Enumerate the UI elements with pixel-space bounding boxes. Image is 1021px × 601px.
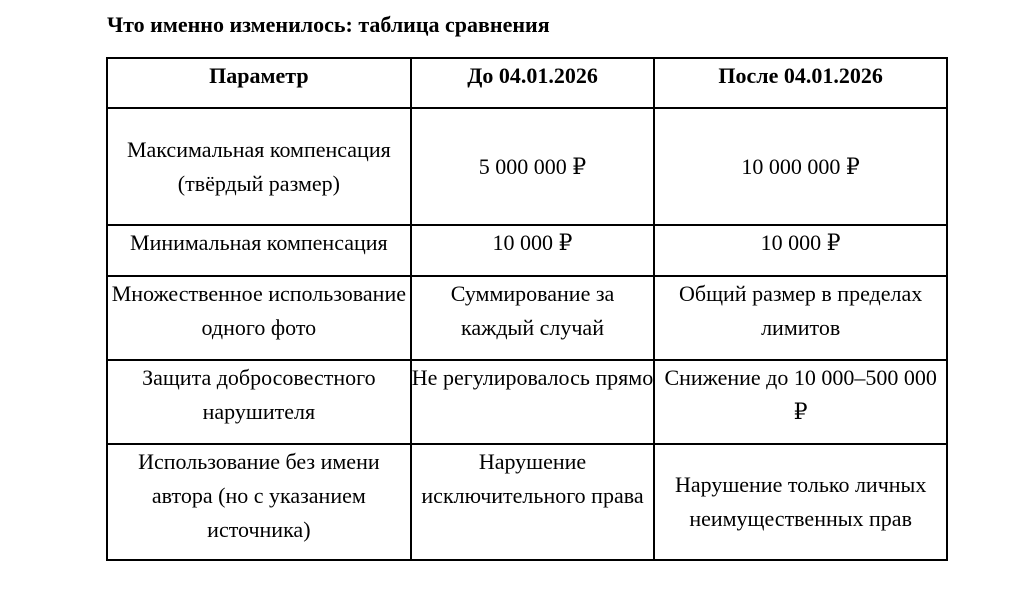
table-row	[107, 360, 947, 444]
page-title: Что именно изменилось: таблица сравнения	[107, 12, 550, 37]
comparison-table	[106, 57, 948, 561]
cell-text: 10 000 ₽	[492, 230, 573, 255]
cell-parameter	[107, 444, 411, 560]
cell-before	[411, 225, 655, 276]
cell-before	[411, 360, 655, 444]
cell-text: Суммирование за каждый случай	[450, 281, 615, 340]
cell-text: Использование без имени автора (но с указанием источника)	[138, 449, 380, 542]
cell-text: Нарушение исключительного права	[421, 449, 644, 508]
cell-after	[654, 276, 947, 360]
cell-text: Нарушение только личных неимущественных прав	[674, 472, 927, 531]
cell-parameter	[107, 225, 411, 276]
cell-before	[411, 276, 655, 360]
cell-text: Защита добросовестного нарушителя	[142, 365, 376, 424]
cell-parameter	[107, 108, 411, 225]
table-row	[107, 444, 947, 560]
cell-parameter	[107, 276, 411, 360]
cell-after	[654, 444, 947, 560]
cell-text: Общий размер в пределах лимитов	[679, 281, 923, 340]
cell-text: Минимальная компенсация	[130, 230, 388, 255]
cell-before	[411, 108, 655, 225]
cell-text: Не регулировалось прямо	[411, 365, 654, 390]
cell-text: 10 000 ₽	[760, 230, 841, 255]
cell-after	[654, 360, 947, 444]
table-row	[107, 276, 947, 360]
table-header-row	[107, 58, 947, 108]
header-cell-after: После 04.01.2026	[654, 58, 947, 108]
cell-text: Максимальная компенсация (твёрдый размер)	[126, 136, 391, 196]
cell-text: 10 000 000 ₽	[741, 153, 860, 179]
cell-text: 5 000 000 ₽	[478, 153, 587, 179]
cell-text: Снижение до 10 000–500 000 ₽	[664, 365, 937, 424]
cell-text: Множественное использование одного фото	[111, 281, 406, 340]
cell-before	[411, 444, 655, 560]
cell-after	[654, 108, 947, 225]
cell-parameter	[107, 360, 411, 444]
header-cell-parameter: Параметр	[107, 58, 411, 108]
cell-after	[654, 225, 947, 276]
table-row	[107, 225, 947, 276]
table-row	[107, 108, 947, 225]
header-cell-before: До 04.01.2026	[411, 58, 655, 108]
